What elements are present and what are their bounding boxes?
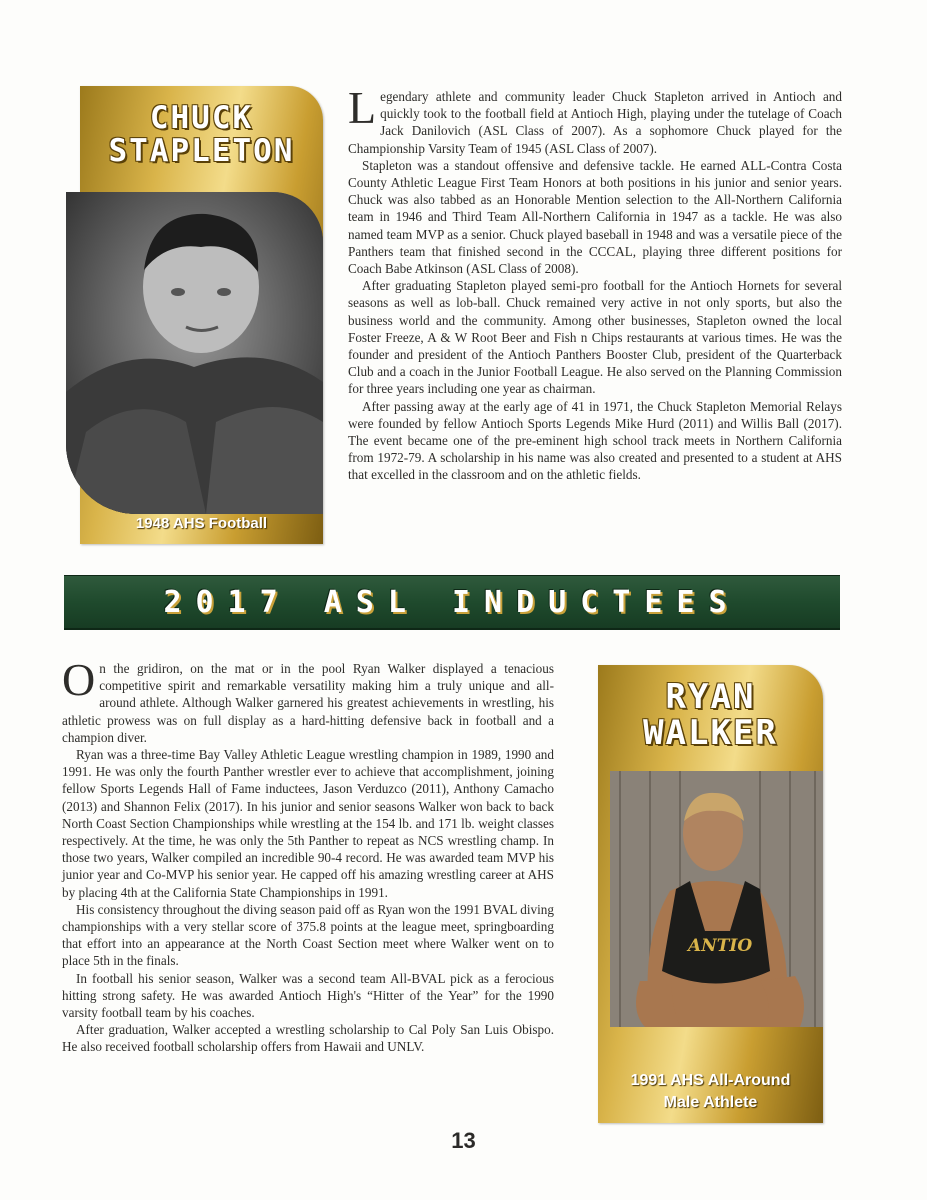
stapleton-paragraph-4: After passing away at the early age of 41 in 1971, the Chuck Stapleton Memorial Relays were founded by fellow Antioch Sports Legends Mike Hurd (2011) and Willis Ball (2017). The event became one of the pre-eminent high school track meets in Northern California from 1972-79. A scholarship in his name was also created and presented to a student at AHS that excelled in the classroom and on the athletic fields. [348, 398, 842, 483]
inductees-banner [64, 575, 840, 630]
walker-caption [598, 1070, 823, 1114]
walker-article [62, 654, 554, 1056]
stapleton-name-line1: CHUCK [149, 100, 254, 136]
stapleton-article [348, 82, 842, 484]
singlet-lettering: ANTIO [688, 936, 753, 956]
walker-caption-line1: 1991 AHS All-Around [630, 1072, 791, 1089]
walker-photo [610, 771, 823, 1027]
banner-title: 2017 ASL INDUCTEES [163, 584, 741, 620]
stapleton-panel [80, 86, 323, 544]
stapleton-paragraph-3: After graduating Stapleton played semi-pro football for the Antioch Hornets for several seasons as well as lob-ball. Chuck remained very active in not only sports, but also the business world and the community. Among other businesses, Stapleton owned the local Foster Freeze, A & W Root Beer and Fish n Chips restaurants at various times. He was the founder and president of the Antioch Panthers Booster Club, president of the Quarterback Club and a coach in the Junior Football League. He also served on the Planning Commission for three years including one year as chairman. [348, 278, 842, 397]
wrestler-portrait [610, 771, 823, 1027]
stapleton-name [80, 102, 323, 168]
stapleton-dropcap: L [348, 82, 377, 133]
walker-paragraph-3: His consistency throughout the diving season paid off as Ryan won the 1991 BVAL diving championships with a very stellar score of 375.8 points at the league meet, springboarding that effort into an appearance at the North Coast Section meet where Walker went on to place 5th in the finals. [62, 901, 554, 969]
stapleton-paragraph-1: Legendary athlete and community leader Chuck Stapleton arrived in Antioch and quickly took to the football field at Antioch High, playing under the tutelage of Coach Jack Danilovich (ASL Class of 2007). As a sophomore Chuck played for the Championship Varsity Team of 1945 (ASL Class of 2007). [348, 82, 842, 156]
walker-name-line1: RYAN [665, 677, 756, 717]
stapleton-name-line2: STAPLETON [108, 132, 295, 169]
walker-panel [598, 665, 823, 1123]
walker-name [598, 677, 823, 754]
walker-caption-line2: Male Athlete [663, 1094, 758, 1111]
stapleton-photo [66, 192, 323, 514]
walker-dropcap: O [62, 654, 96, 705]
walker-paragraph-2: Ryan was a three-time Bay Valley Athletic League wrestling champion in 1989, 1990 and 1991. He was only the fourth Panther wrestler ever to achieve that accomplishment, joining fellow Sports Legends Hall of Fame inductees, Jason Verduzco (2011), Anthony Camacho (2013) and Shannon Felix (2017). In his junior and senior seasons Walker won back to back North Coast Section Championships while wrestling at the 154 lb. and 171 lb. weight classes respectively. At the time, he was only the 5th Panther to repeat as NCS wrestling champ. In those two years, Walker compiled an incredible 90-4 record. He was awarded team MVP his junior year and Co-MVP his senior year. He capped off his amazing wrestling career at AHS by placing 4th at the California State Championships in 1991. [62, 747, 554, 900]
football-player-portrait [66, 192, 323, 514]
walker-paragraph-4: In football his senior season, Walker was a second team All-BVAL pick as a ferocious hitting strong safety. He was awarded Antioch High's “Hitter of the Year” for the 1990 varsity football team by his coaches. [62, 970, 554, 1021]
walker-paragraph-1: On the gridiron, on the mat or in the pool Ryan Walker displayed a tenacious competitive spirit and remarkable versatility making him a truly unique and all-around athlete. Although Walker garnered his greatest achievements in wrestling, his athletic prowess was on full display as a hard-hitting defensive back in football and a champion diver. [62, 654, 554, 745]
stapleton-caption: 1948 AHS Football [135, 515, 268, 532]
walker-paragraph-5: After graduation, Walker accepted a wrestling scholarship to Cal Poly San Luis Obispo. He also received football scholarship offers from Hawaii and UNLV. [62, 1022, 554, 1055]
page-number: 13 [451, 1128, 476, 1153]
walker-name-line2: WALKER [643, 713, 778, 754]
stapleton-paragraph-2: Stapleton was a standout offensive and defensive tackle. He earned ALL-Contra Costa County Athletic League First Team Honors at both positions in his junior and senior years. Chuck was also tabbed as an Honorable Mention selection to the All-Northern California team in 1946 and Third Team All-Northern California in 1947 as a tackle. He was also named team MVP as a senior. Chuck played baseball in 1948 and was a versatile piece of the Panthers team that finished second in the CCCAL, playing three different positions for Coach Babe Atkinson (ASL Class of 2008). [348, 157, 842, 277]
